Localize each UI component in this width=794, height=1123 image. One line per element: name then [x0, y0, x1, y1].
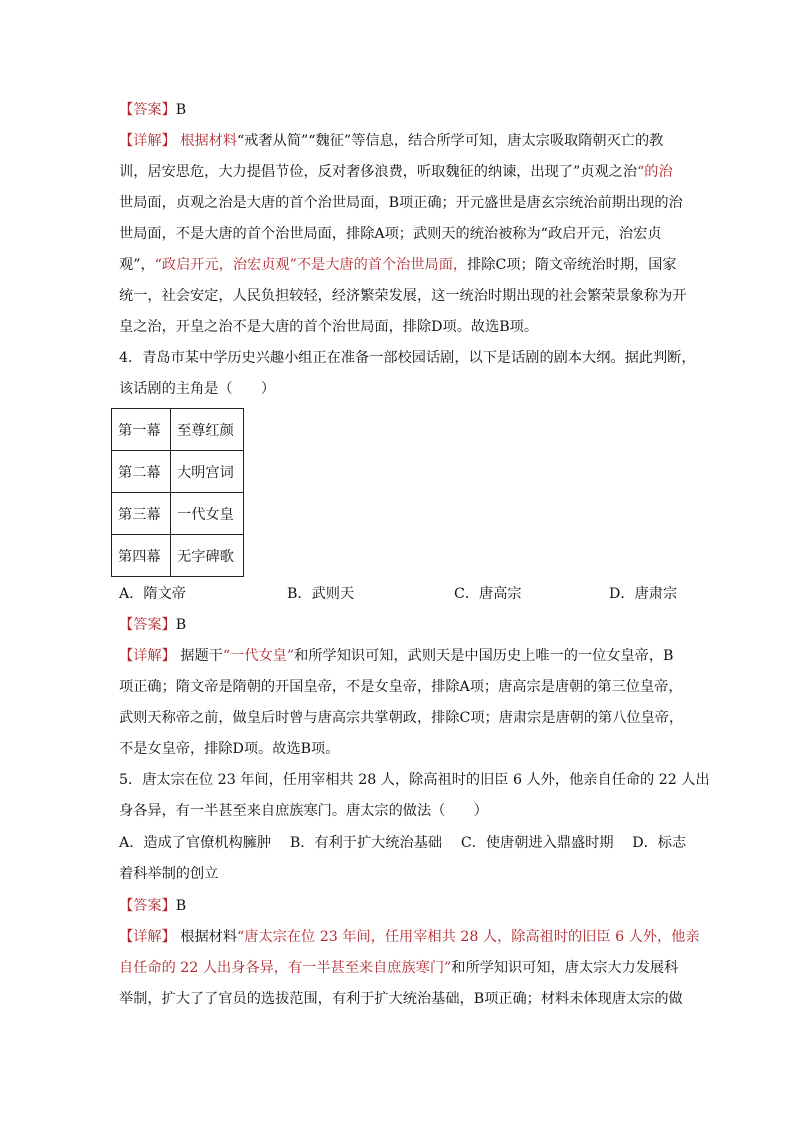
- detail-text: 自任命的 22 人出身各异，有一半甚至来自庶族寒门”: [119, 960, 452, 976]
- answer-line-3: [119, 100, 186, 120]
- answer-tag: 【答案】: [119, 102, 176, 118]
- detail-line: [119, 255, 677, 275]
- script-outline-table: [111, 408, 244, 577]
- answer-value: B: [175, 898, 187, 914]
- detail-line: [119, 708, 683, 728]
- question-5-options: A．造成了官僚机构臃肿 B．有利于扩大统治基础 C．使唐朝进入鼎盛时期 D．标志: [119, 835, 687, 851]
- detail-line: [119, 317, 538, 337]
- answer-line-4: [119, 615, 186, 635]
- detail-text: 统一，社会安定，人民负担较轻，经济繁荣发展，这一统治时期出现的社会繁荣景象称为开: [119, 288, 687, 304]
- answer-tag: 【答案】: [119, 898, 176, 914]
- question-5-options-cont: 着科举制的创立: [119, 866, 219, 882]
- detail-line: [119, 927, 700, 947]
- title-cell: 至尊红颜: [171, 409, 244, 451]
- detail-text: “的治: [637, 164, 673, 180]
- detail-text: 训，居安思危，大力提倡节俭，反对奢侈浪费，听取魏征的纳谏，出现了”贞观之治: [119, 164, 638, 180]
- detail-text: 世局面，贞观之治是大唐的首个治世局面，B项正确；开元盛世是唐玄宗统治前期出现的治: [119, 195, 683, 211]
- title-cell: 大明宫词: [171, 451, 244, 493]
- detail-text: 根据材料: [180, 929, 238, 945]
- act-cell: 第四幕: [112, 535, 171, 577]
- detail-tag: 【详解】: [119, 648, 176, 664]
- option-d: D．唐肃宗: [609, 586, 678, 602]
- detail-line: [119, 162, 673, 182]
- option-c: C．唐高宗: [454, 586, 522, 602]
- detail-text: “一代女皇”: [222, 648, 295, 664]
- option-a: A．隋文帝: [119, 586, 186, 602]
- detail-text: 项正确；隋文帝是隋朝的开国皇帝，不是女皇帝，排除A项；唐高宗是唐朝的第三位皇帝，: [119, 679, 683, 695]
- question-4-stem-cont: 该话剧的主角是（ ）: [119, 381, 276, 397]
- act-cell: 第二幕: [112, 451, 171, 493]
- detail-text: “戒奢从简”“魏征”: [237, 133, 352, 149]
- detail-text: 举制，扩大了了官员的选拔范围，有利于扩大统治基础，B项正确；材料未体现唐太宗的做: [119, 991, 683, 1007]
- answer-tag: 【答案】: [119, 617, 176, 633]
- detail-text: 根据材料: [180, 133, 238, 149]
- detail-line: [119, 646, 673, 666]
- option-b: B．武则天: [287, 586, 355, 602]
- detail-text: 排除C项；隋文帝统治时期，国家: [467, 257, 677, 273]
- detail-tag: 【详解】: [119, 133, 176, 149]
- detail-line: [119, 193, 683, 213]
- detail-line: [119, 224, 661, 244]
- detail-text: 不是女皇帝，排除D项。故选B项。: [119, 741, 340, 757]
- detail-line: [119, 989, 683, 1009]
- question-4-stem: 4．青岛市某中学历史兴趣小组正在准备一部校园话剧，以下是话剧的剧本大纲。据此判断，: [119, 350, 696, 366]
- detail-text: 观”，: [119, 257, 155, 273]
- detail-line: [119, 739, 339, 759]
- detail-line: [119, 131, 663, 151]
- title-cell: 一代女皇: [171, 493, 244, 535]
- detail-text: 世局面，不是大唐的首个治世局面，排除A项；武则天的统治被称为“政启开元，治宏贞: [119, 226, 662, 242]
- detail-text: 据题干: [180, 648, 223, 664]
- act-cell: 第一幕: [112, 409, 171, 451]
- detail-text: 和所学知识可知，唐太宗大力发展科: [451, 960, 679, 976]
- detail-line: [119, 958, 678, 978]
- detail-tag: 【详解】: [119, 929, 176, 945]
- title-cell: 无字碑歌: [171, 535, 244, 577]
- question-5-stem-cont: 身各异，有一半甚至来自庶族寒门。唐太宗的做法（ ）: [119, 803, 488, 819]
- detail-text: “政启开元，治宏贞观”不是大唐的首个治世局面，: [154, 257, 468, 273]
- answer-value: B: [175, 102, 187, 118]
- detail-line: [119, 677, 683, 697]
- detail-line: [119, 286, 687, 306]
- table-row: [112, 451, 244, 493]
- detail-text: 皇之治，开皇之治不是大唐的首个治世局面，排除D项。故选B项。: [119, 319, 539, 335]
- table-row: [112, 493, 244, 535]
- table-row: [112, 409, 244, 451]
- detail-text: “唐太宗在位 23 年间，任用宰相共 28 人，除高祖时的旧臣 6 人外，他亲: [237, 929, 700, 945]
- question-5-stem: 5．唐太宗在位 23 年间，任用宰相共 28 人，除高祖时的旧臣 6 人外，他亲自任命的 22 人出: [119, 772, 710, 788]
- table-row: [112, 535, 244, 577]
- answer-line-5: [119, 896, 186, 916]
- detail-text: 武则天称帝之前，做皇后时曾与唐高宗共掌朝政，排除C项；唐肃宗是唐朝的第八位皇帝，: [119, 710, 684, 726]
- act-cell: 第三幕: [112, 493, 171, 535]
- detail-text: 等信息，结合所学可知，唐太宗吸取隋朝灭亡的教: [351, 133, 664, 149]
- detail-text: 和所学知识可知，武则天是中国历史上唯一的一位女皇帝，B: [294, 648, 674, 664]
- answer-value: B: [175, 617, 187, 633]
